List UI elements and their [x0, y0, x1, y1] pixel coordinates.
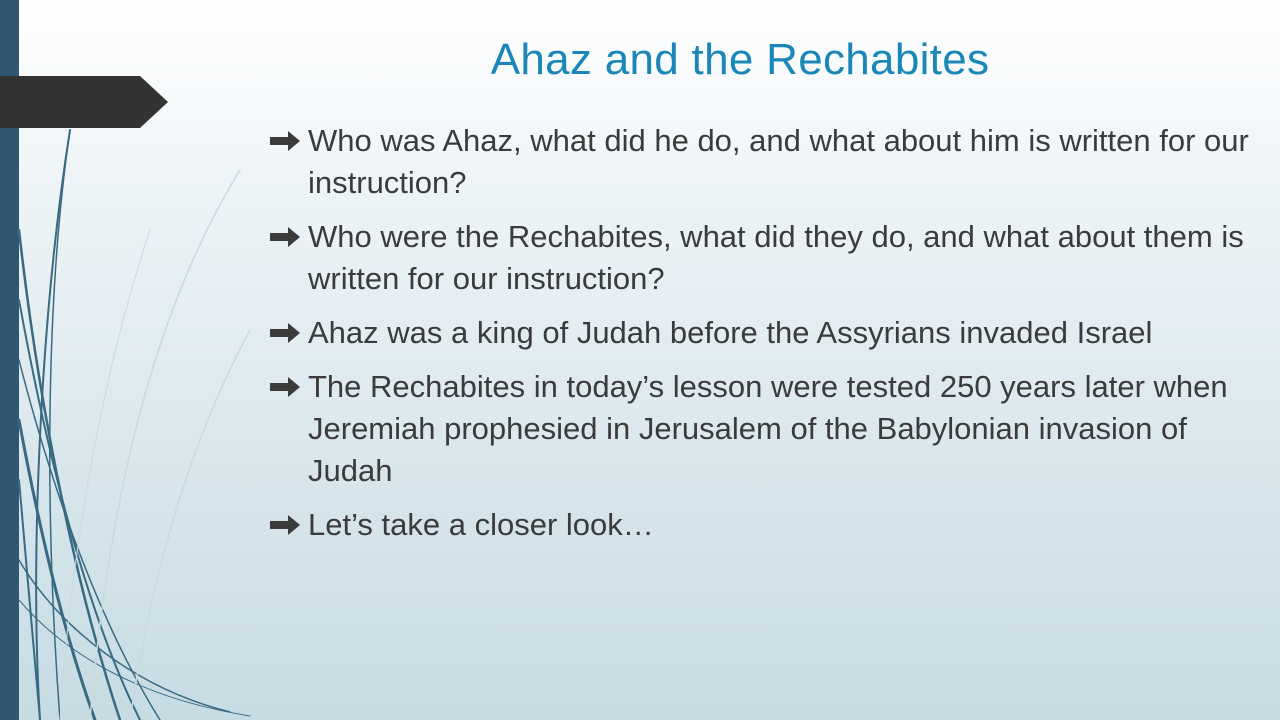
arrow-right-icon	[270, 515, 302, 535]
bullet-text: Let’s take a closer look…	[308, 507, 654, 542]
bullet-item	[270, 312, 1250, 354]
arrow-right-icon	[270, 131, 302, 151]
bullet-item	[270, 120, 1250, 204]
arrow-right-icon	[270, 227, 302, 247]
bullet-text: Ahaz was a king of Judah before the Assyrians invaded Israel	[308, 315, 1153, 350]
bullet-text: Who were the Rechabites, what did they do, and what about them is written for our instruction?	[308, 219, 1244, 296]
bullet-item	[270, 504, 1250, 546]
bullet-text: The Rechabites in today’s lesson were tested 250 years later when Jeremiah prophesied in Jerusalem of the Babylonian invasion of Judah	[308, 369, 1228, 488]
arrow-right-icon	[270, 323, 302, 343]
bullet-item	[270, 216, 1250, 300]
title-tab-shape	[0, 76, 168, 128]
slide-title: Ahaz and the Rechabites	[490, 35, 990, 84]
arrow-right-icon	[270, 377, 302, 397]
bullet-item	[270, 366, 1250, 492]
bullet-text: Who was Ahaz, what did he do, and what about him is written for our instruction?	[308, 123, 1249, 200]
bullet-list	[270, 120, 1250, 546]
